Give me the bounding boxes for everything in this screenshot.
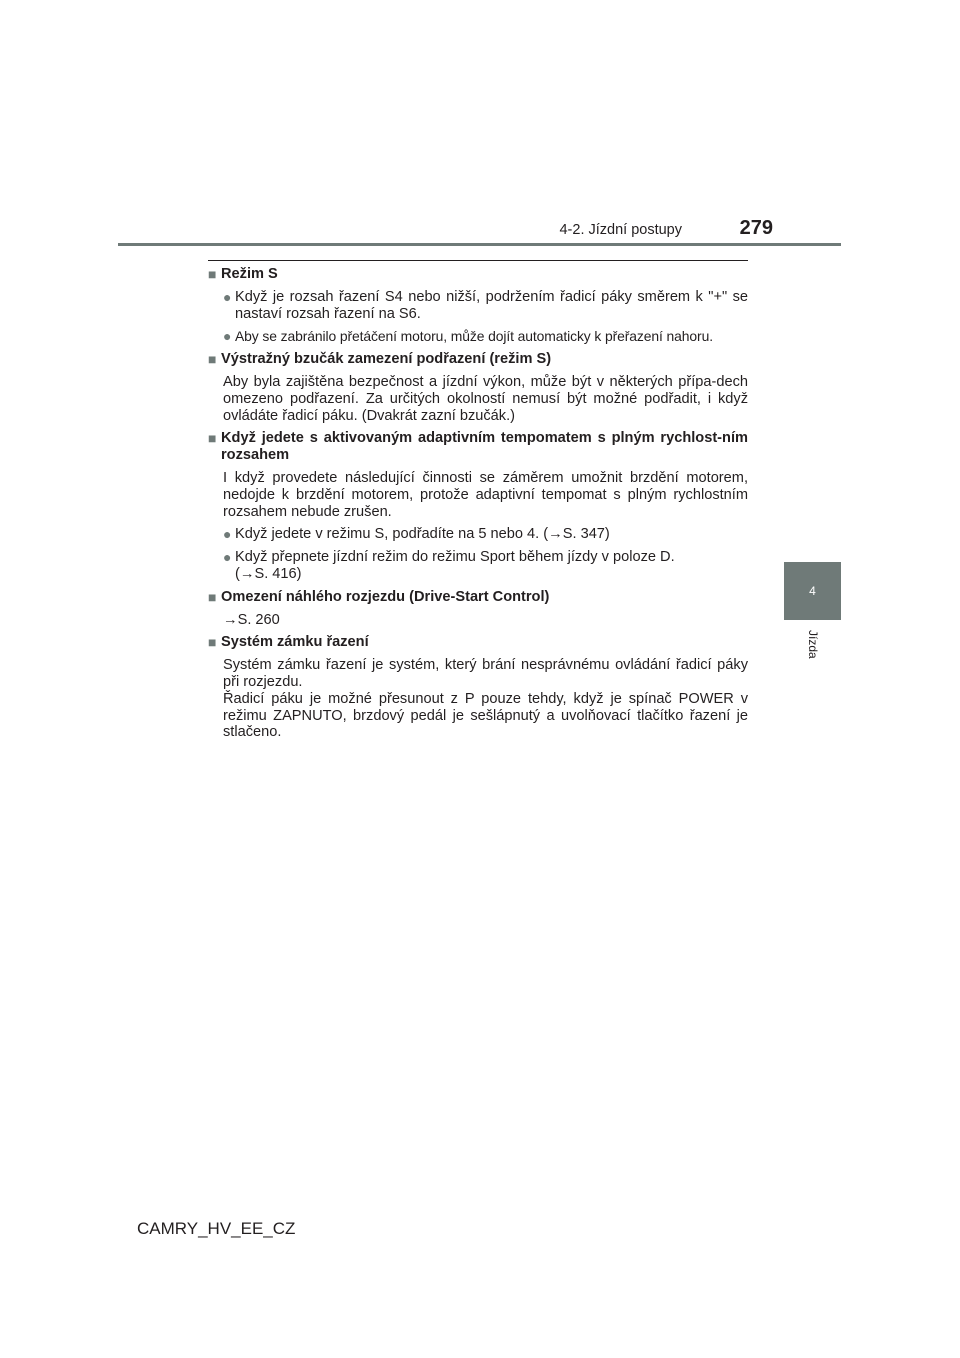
bullet-dot-icon: ● — [223, 526, 232, 543]
section-heading-rezim-s — [208, 266, 748, 283]
section-heading-drive-start — [208, 589, 748, 606]
page-reference: (→S. 416) — [235, 565, 302, 582]
square-marker-icon: ■ — [208, 634, 217, 651]
header-section-title: 4-2. Jízdní postupy — [559, 222, 682, 238]
list-item — [223, 289, 748, 323]
list-item — [223, 526, 748, 543]
section-heading-tempomat — [208, 430, 748, 464]
content-top-rule — [208, 260, 748, 261]
header-rule — [118, 243, 841, 246]
bullet-dot-icon: ● — [223, 549, 232, 566]
section-paragraph: Řadicí páku je možné přesunout z P pouze tehdy, když je spínač POWER v režimu ZAPNUTO, brzdový pedál je sešlápnutý a uvolňovací tlačítko řazení je stlačeno. — [223, 690, 748, 741]
square-marker-icon: ■ — [208, 588, 217, 605]
heading-text: Když jedete s aktivovaným adaptivním tempomatem s plným rychlost-ním rozsahem — [221, 430, 748, 464]
list-item-text: Když jedete v režimu S, podřadíte na 5 nebo 4. (→S. 347) — [235, 526, 610, 543]
bullet-dot-icon: ● — [223, 328, 232, 345]
chapter-tab: 4 — [784, 562, 841, 620]
chapter-tab-label: Jízda — [806, 630, 820, 659]
heading-text: Systém zámku řazení — [221, 634, 369, 651]
section-paragraph: Systém zámku řazení je systém, který brání nesprávnému ovládání řadicí páky při rozjezdu. — [223, 657, 748, 690]
section-heading-bzucak — [208, 351, 748, 368]
page-number: 279 — [739, 217, 773, 239]
list-item-text: Aby se zabránilo přetáčení motoru, může dojít automaticky k přeřazení nahoru. — [235, 328, 713, 345]
list-item — [223, 328, 748, 345]
list-item-text — [235, 549, 748, 583]
heading-text: Výstražný bzučák zamezení podřazení (režim S) — [221, 351, 552, 368]
page-content — [208, 266, 748, 747]
list-item-text: Když je rozsah řazení S4 nebo nižší, podržením řadicí páky směrem k "+" se nastaví rozsah řazení na S6. — [235, 288, 748, 322]
footer-model-code: CAMRY_HV_EE_CZ — [137, 1219, 296, 1238]
square-marker-icon: ■ — [208, 351, 217, 368]
section-heading-zamek — [208, 634, 748, 651]
page-reference: →S. 260 — [223, 611, 280, 628]
section-paragraph: I když provedete následující činnosti se záměrem umožnit brzdění motorem, nedojde k brzdění motorem, protože adaptivní tempomat s plným rychlostním rozsahem nebude zrušen. — [223, 469, 748, 520]
heading-text: Režim S — [221, 266, 278, 282]
square-marker-icon: ■ — [208, 430, 217, 447]
list-item — [223, 549, 748, 583]
square-marker-icon: ■ — [208, 266, 217, 282]
list-item-text-line: Když přepnete jízdní režim do režimu Sport během jízdy v poloze D. — [235, 549, 675, 566]
section-paragraph: Aby byla zajištěna bezpečnost a jízdní výkon, může být v některých přípa-dech omezeno podřazení. Za určitých okolností nemusí být možné podřadit, i když ovládáte řadicí páku. (Dvakrát zazní bzučák.) — [223, 373, 748, 424]
bullet-dot-icon: ● — [223, 288, 232, 305]
heading-text: Omezení náhlého rozjezdu (Drive-Start Control) — [221, 588, 550, 605]
